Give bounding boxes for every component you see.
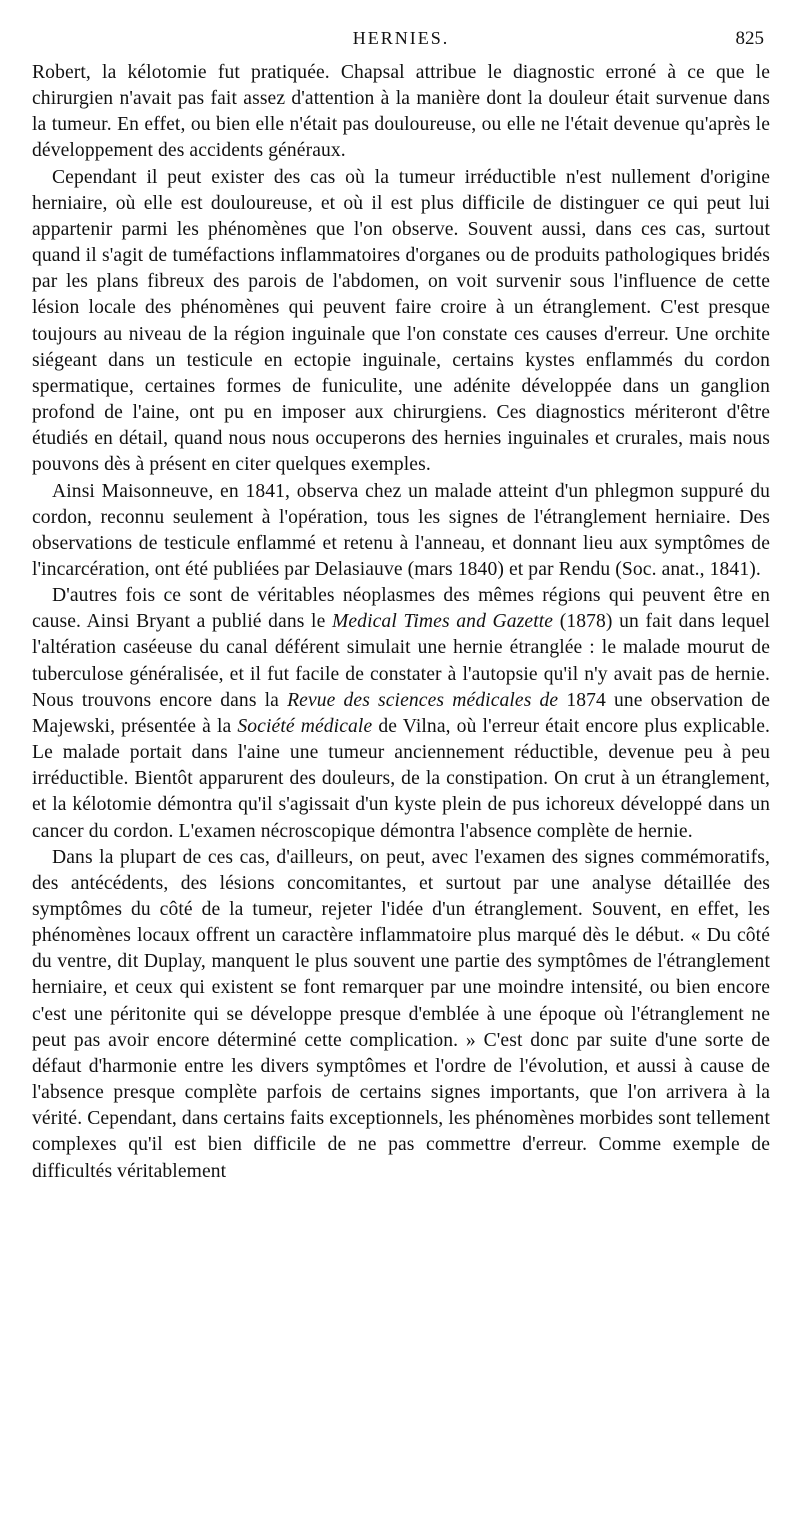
text-run: Dans la plupart de ces cas, d'ailleurs, on peut, avec l'examen des signes commémoratifs, des antécédents, des lésions concomitantes, et surtout par une analyse détaillée des symptômes du côté de la tumeur, rejeter l'idée d'un étranglement. Souvent, en effet, les phénomènes locaux offrent un caractère inflammatoire plus marqué dès le début. « Du côté du ventre, dit Duplay, manquent le plus souvent une partie des symptômes de l'étranglement herniaire, et ceux qui existent se font remarquer par une moindre intensité, ou bien encore c'est une péritonite qui se développe presque d'emblée à une époque où l'étranglement ne peut pas avoir encore déterminé cette complication. » C'est donc par suite d'une sorte de défaut d'harmonie entre les divers symptômes et l'ordre de l'évolution, et aussi à cause de l'absence presque complète parfois de certains signes importants, que l'on arrivera à la vérité. Cependant, dans certains faits exceptionnels, les phénomènes morbides sont tellement complexes qu'il est bien difficile de ne pas commettre d'erreur. Comme exemple de difficultés véritablement — [32, 846, 770, 1182]
book-page — [32, 28, 770, 1185]
text-run: (1878) un fait dans lequel l'altération caséeuse du canal déférent simulait une hernie étranglée : le malade mourut de tuberculose généralisée, et il fut facile de constater à l'autopsie qu'il n'y avait pas de hernie. Nous trouvons encore dans la — [32, 611, 770, 711]
paragraph — [32, 165, 770, 479]
text-run: 1874 une observation de Majewski, présentée à la — [32, 689, 770, 737]
society-name: Société médicale — [237, 715, 373, 737]
page-number: 825 — [735, 28, 764, 49]
paragraph — [32, 60, 770, 165]
journal-title: Revue des sciences médicales de — [287, 689, 559, 711]
paragraph — [32, 479, 770, 584]
paragraph — [32, 583, 770, 845]
text-run: de Vilna, où l'erreur était encore plus explicable. Le malade portait dans l'aine une tumeur anciennement réductible, devenue peu à peu irréductible. Bientôt apparurent des douleurs, de la constipation. On crut à un étranglement, et la kélotomie démontra qu'il s'agissait d'un kyste plein de pus ichoreux développé dans un cancer du cordon. L'examen nécroscopique démontra l'absence complète de hernie. — [32, 715, 770, 842]
running-title: HERNIES. — [352, 28, 450, 48]
text-run: D'autres fois ce sont de véritables néoplasmes des mêmes régions qui peuvent être en cause. Ainsi Bryant a publié dans le — [32, 585, 770, 633]
text-run: Ainsi Maisonneuve, en 1841, observa chez un malade atteint d'un phlegmon suppuré du cordon, reconnu seulement à l'opération, tous les signes de l'étranglement herniaire. Des observations de testicule enflammé et retenu à l'anneau, et donnant lieu aux symptômes de l'incarcération, ont été publiées par Delasiauve (mars 1840) et par Rendu (Soc. anat., 1841). — [32, 480, 770, 580]
text-run: Cependant il peut exister des cas où la tumeur irréductible n'est nullement d'origine herniaire, où elle est douloureuse, et où il est plus difficile de distinguer ce qui peut lui appartenir parmi les phénomènes que l'on observe. Souvent aussi, dans ces cas, surtout quand il s'agit de tuméfactions inflammatoires d'organes ou de produits pathologiques bridés par les plans fibreux des parois de l'abdomen, on voit survenir sous l'influence de cette lésion locale des phénomènes qui peuvent faire croire à un étranglement. C'est presque toujours au niveau de la région inguinale que l'on constate ces causes d'erreur. Une orchite siégeant dans un testicule en ectopie inguinale, certains kystes enflammés du cordon spermatique, certaines formes de funiculite, une adénite développée dans un ganglion profond de l'aine, ont pu en imposer aux chirurgiens. Ces diagnostics mériteront d'être étudiés en détail, quand nous nous occuperons des hernies inguinales et crurales, mais nous pouvons dès à présent en citer quelques exemples. — [32, 166, 770, 476]
text-run: Robert, la kélotomie fut pratiquée. Chapsal attribue le diagnostic erroné à ce que le chirurgien n'avait pas fait assez d'attention à la manière dont la douleur était survenue dans la tumeur. En effet, ou bien elle n'était pas douloureuse, ou elle ne l'était devenue qu'après le développement des accidents généraux. — [32, 62, 770, 162]
journal-title: Medical Times and Gazette — [331, 611, 554, 633]
body-text — [32, 60, 770, 1185]
page-header — [32, 28, 770, 60]
paragraph — [32, 845, 770, 1185]
